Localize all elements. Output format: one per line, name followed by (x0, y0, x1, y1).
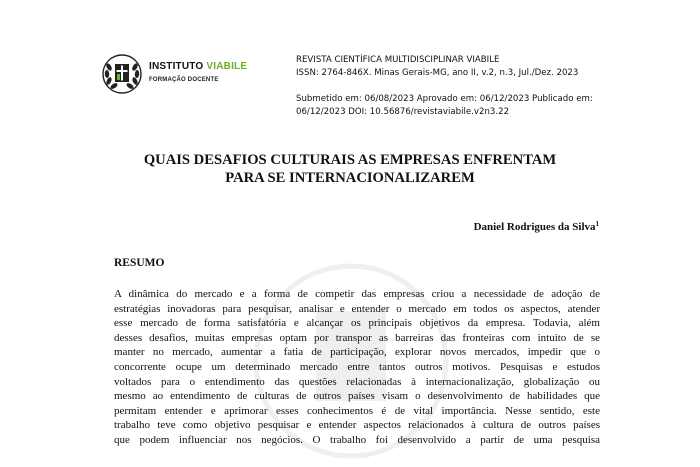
abstract-body (114, 287, 600, 448)
article-title: QUAIS DESAFIOS CULTURAIS AS EMPRESAS ENFRENTAM PARA SE INTERNACIONALIZAREM (143, 152, 557, 186)
journal-issn: ISSN: 2764-846X. Minas Gerais-MG, ano II, v.2, n.3, Jul./Dez. 2023 (296, 68, 579, 78)
submission-dates: Submetido em: 06/08/2023 Aprovado em: 06/12/2023 Publicado em: (296, 94, 593, 104)
abstract-heading: RESUMO (114, 257, 165, 269)
author-name: Daniel Rodrigues da Silva$^1$ (473, 220, 599, 233)
abstract-line: A dinâmica do mercado e a forma de competir das empresas criou a necessidade de adoção de (114, 288, 600, 300)
abstract-line: permitam entender e aprimorar esses conhecimentos é de vital importância. Nesse sentido, este (114, 404, 600, 417)
logo-wordmark: INSTITUTO VIABILE (149, 61, 248, 72)
abstract-line: estratégias inovadoras para pesquisar, analisar e entender o mercado em todos os aspectos, atender (114, 302, 600, 315)
logo-tagline: FORMAÇÃO DOCENTE (149, 77, 219, 83)
laurel-cross-emblem-icon (101, 53, 143, 95)
abstract-line: esse mercado de forma satisfatória e alcançar os principais objetivos da empresa. Todavia, além (114, 317, 600, 330)
journal-name: REVISTA CIENTÍFICA MULTIDISCIPLINAR VIABILE (296, 55, 500, 65)
abstract-line: manter no mercado, aumentar a fatia de participação, explorar novos mercados, impedir que o (114, 346, 600, 359)
abstract-line: mesmo ao entendimento de culturas de outros países visam o desenvolvimento de habilidades que (114, 390, 600, 403)
abstract-line: trabalho teve como objetivo pesquisar e entender aspectos relacionados à cultura de outros países (114, 419, 600, 432)
journal-header (296, 54, 593, 119)
institute-logo (101, 53, 248, 93)
author-footnote-marker: 1 (595, 220, 599, 228)
abstract-line: que podem influenciar nos negócios. O trabalho foi desenvolvido a partir de uma pesquisa (114, 433, 600, 446)
abstract-line: voltados para o entendimento das questões relacionadas à internacionalização, globalização ou (114, 375, 600, 388)
abstract-line: desses desafios, muitas empresas optam por transpor as barreiras das fronteiras com intuito de se (114, 331, 600, 344)
abstract-line: concorrente ocupe um determinado mercado entre tantos outros motivos. Pesquisas e estudos (114, 360, 600, 373)
publication-doi: 06/12/2023 DOI: 10.56876/revistaviabile.v2n3.22 (296, 107, 510, 117)
